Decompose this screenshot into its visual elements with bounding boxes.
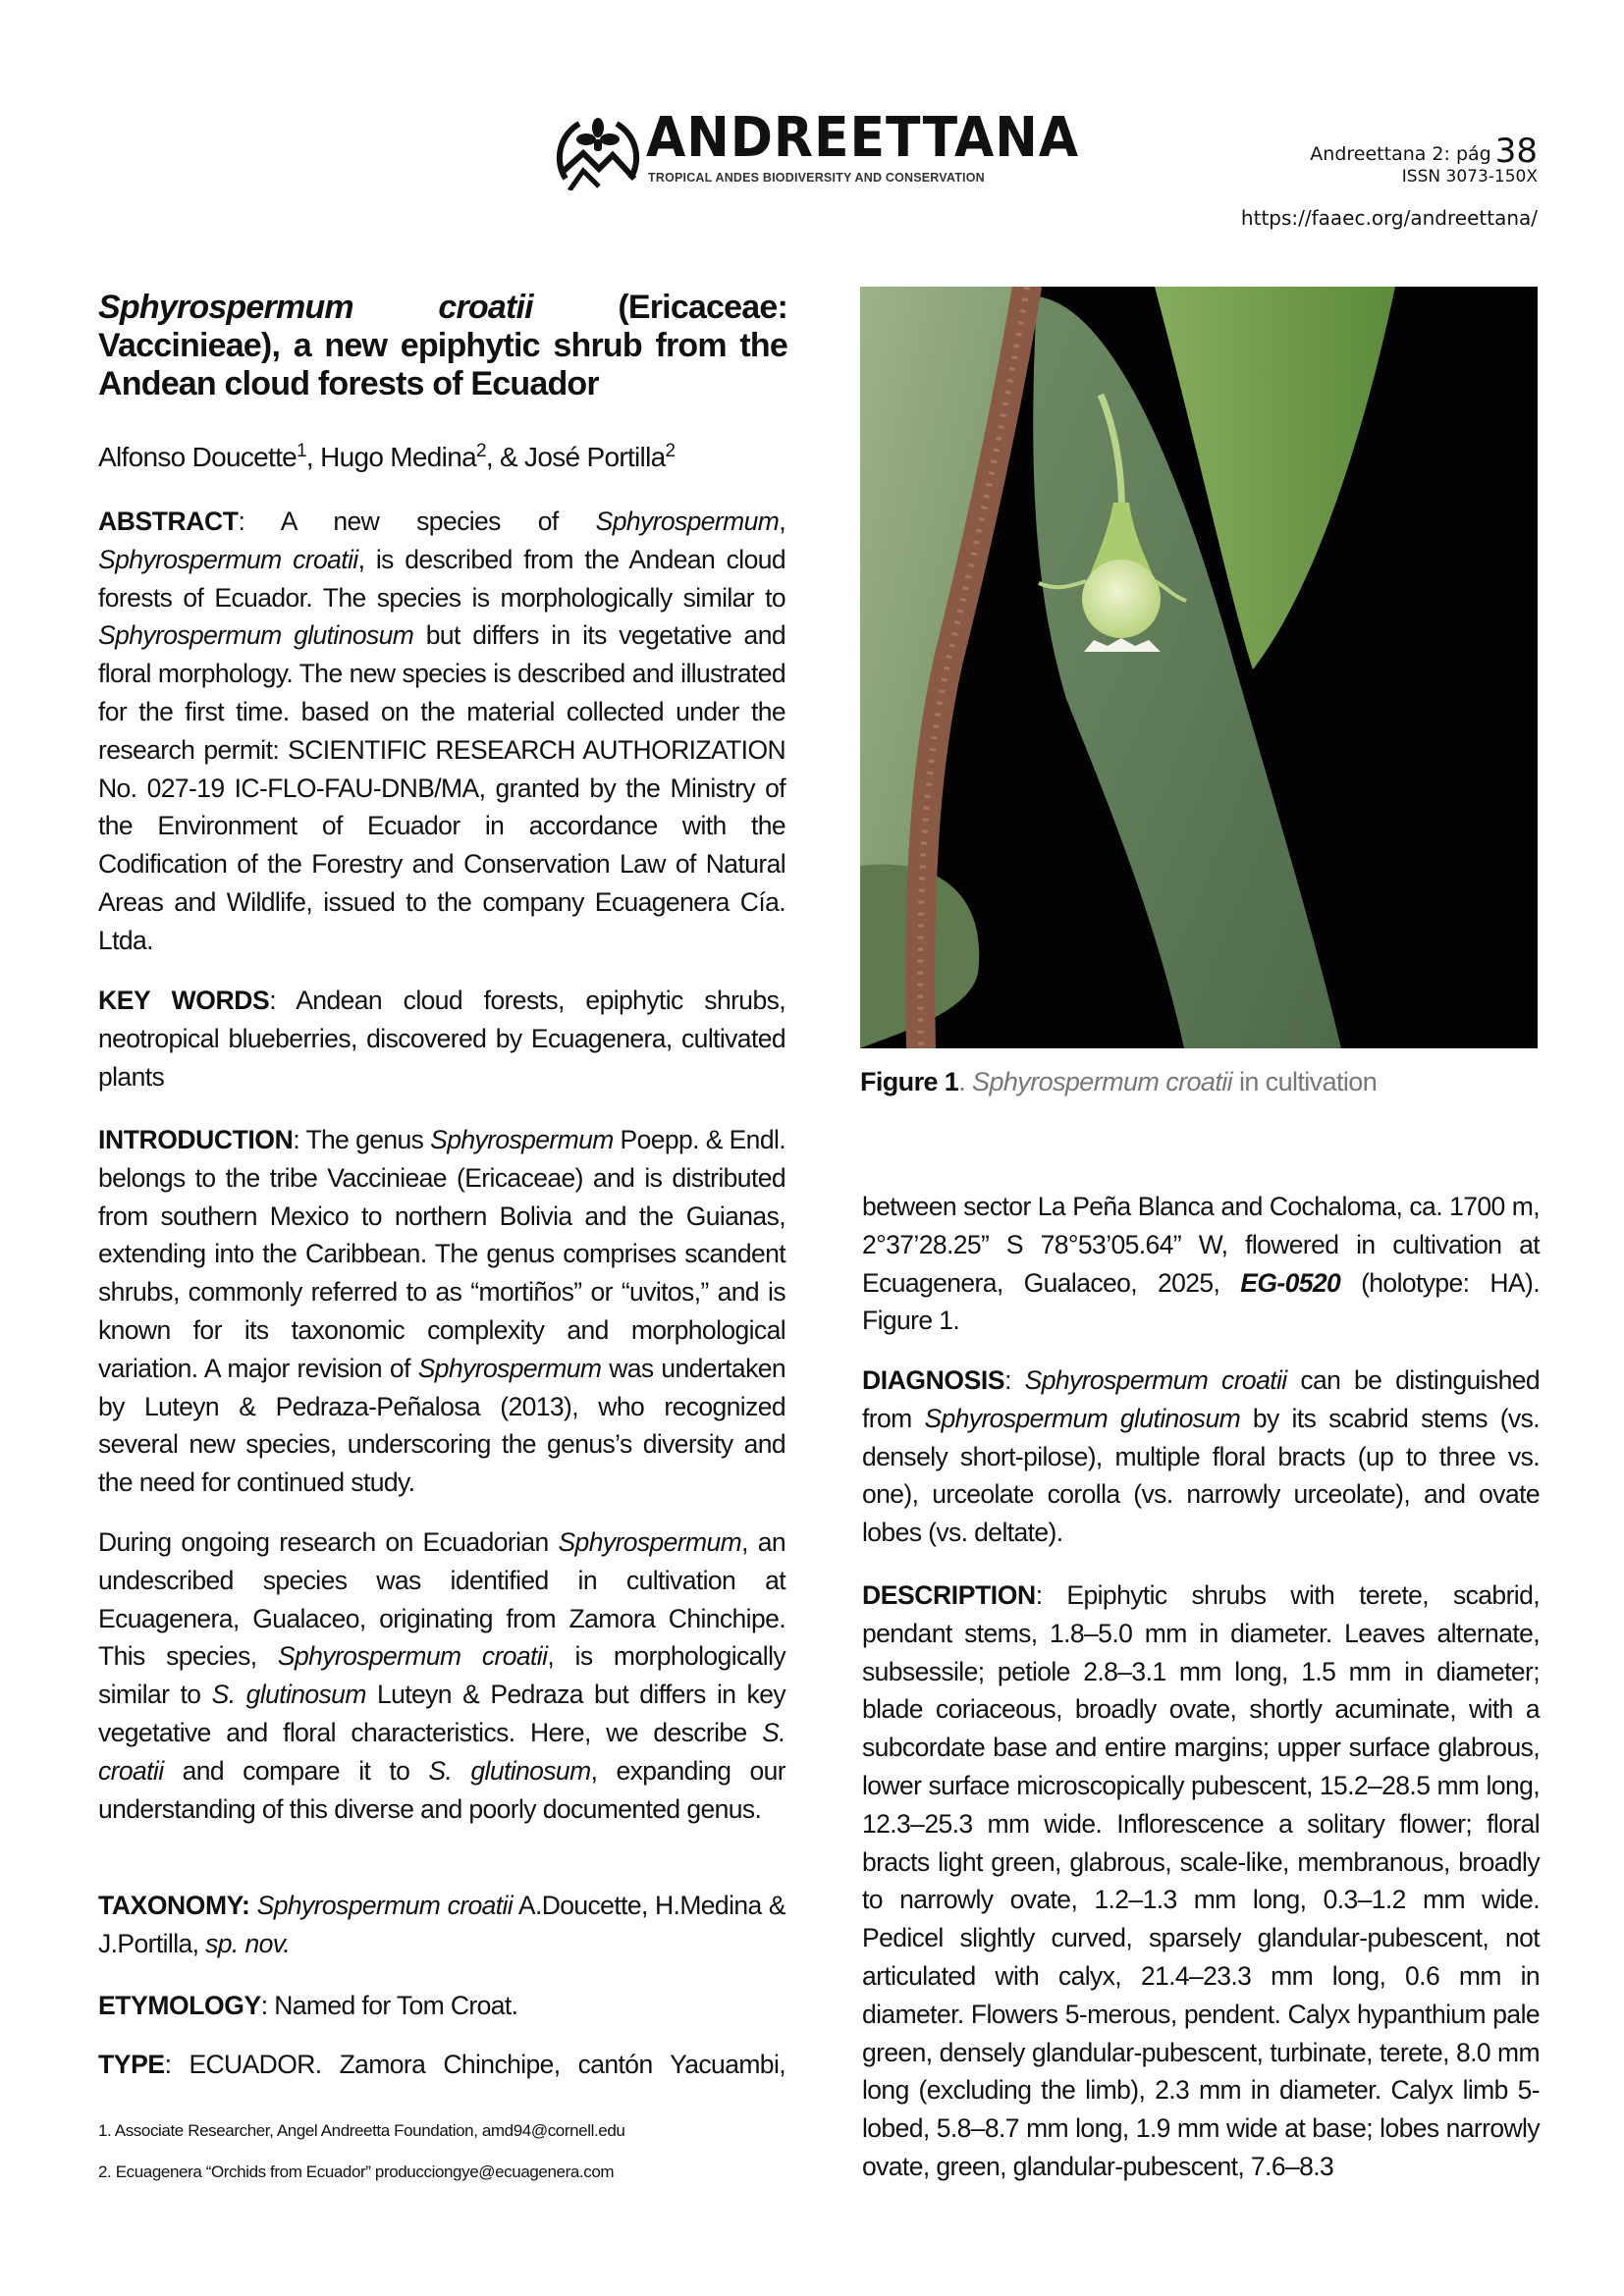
abstract-italic: Sphyrospermum croatii xyxy=(98,544,358,574)
plant-photo-illustration xyxy=(860,287,1538,1048)
intro-text: : The genus xyxy=(293,1125,431,1154)
research-italic: S. glutinosum xyxy=(428,1755,591,1786)
abstract-section xyxy=(98,503,785,960)
keywords-text: : Andean cloud forests, epiphytic shrubs, neotropical blueberries, discovered by Ecuagenera, cultivated plants xyxy=(98,986,785,1092)
taxonomy-italic: Sphyrospermum croatii xyxy=(249,1891,514,1920)
figure-photo xyxy=(860,287,1538,1048)
etymology-label: ETYMOLOGY xyxy=(98,1991,261,2020)
taxonomy-section xyxy=(98,1887,785,1963)
diagnosis-text: can be distinguished from xyxy=(862,1365,1540,1433)
article-title xyxy=(98,289,787,403)
research-text: , an undescribed species was identified in cultivation at Ecuagenera, Gualaceo, originating from Zamora Chinchipe. This species, xyxy=(98,1527,785,1672)
research-text: During ongoing research on Ecuadorian xyxy=(98,1527,559,1557)
taxonomy-text: A.Doucette, H.Medina & J.Portilla, xyxy=(98,1891,785,1958)
research-italic: S. glutinosum xyxy=(211,1680,366,1710)
etymology-section xyxy=(98,1987,785,2025)
page-number: 38 xyxy=(1494,132,1538,171)
intro-italic: Sphyrospermum xyxy=(417,1353,602,1383)
intro-text: was undertaken by Luteyn & Pedraza-Peñalosa (2013), who recognized several new species, underscoring the genus’s diversity and the need for continued study. xyxy=(98,1353,785,1498)
description-text: : Epiphytic shrubs with terete, scabrid, pendant stems, 1.8–5.0 mm in diameter. Leaves alternate, subsessile; petiole 2.8–3.1 mm long, 1.5 mm in diameter; blade coriaceous, broadly ovate, shortly acuminate, with a subcordate base and entire margins; upper surface glabrous, lower surface microscopically pubescent, 15.2–28.5 mm long, 12.3–25.3 mm wide. Inflorescence a solitary flower; floral bracts light green, glabrous, scale-like, membranous, broadly to narrowly ovate, 1.2–1.3 mm long, 0.3–1.2 mm wide. Pedicel slightly curved, sparsely glandular-pubescent, not articulated with calyx, 21.4–23.3 mm long, 0.6 mm in diameter. Flowers 5-merous, pendent. Calyx hypanthium pale green, densely glandular-pubescent, turbinate, terete, 8.0 mm long (excluding the limb), 2.3 mm in diameter. Calyx limb 5-lobed, 5.8–8.7 mm long, 1.9 mm wide at base; lobes narrowly ovate, green, glandular-pubescent, 7.6–8.3 xyxy=(862,1580,1540,2181)
keywords-section xyxy=(98,982,785,1095)
caption-separator: . xyxy=(958,1067,973,1096)
author-name: José Portilla xyxy=(524,442,666,472)
journal-name: ANDREETTANA xyxy=(646,106,1080,170)
footnotes xyxy=(98,2110,624,2193)
intro-text: Poepp. & Endl. belongs to the tribe Vaccinieae (Ericaceae) and is distributed from southern Mexico to northern Bolivia and the Guianas, extending into the Caribbean. The genus comprises scandent shrubs, commonly referred to as “mortiños” or “uvitos,” and is known for its taxonomic complexity and morphological variation. A major revision of xyxy=(98,1125,786,1383)
diagnosis-label: DIAGNOSIS xyxy=(862,1365,1005,1395)
taxonomy-italic: sp. nov. xyxy=(205,1928,291,1958)
abstract-text: , xyxy=(779,507,785,536)
journal-tagline: TROPICAL ANDES BIODIVERSITY AND CONSERVATION xyxy=(648,171,985,185)
author-affiliation: 1 xyxy=(297,441,306,461)
diagnosis-text: by its scabrid stems (vs. densely short-pilose), multiple floral bracts (up to three vs. one), urceolate corolla (vs. narrowly urceolate), and ovate lobes (vs. deltate). xyxy=(862,1403,1540,1548)
description-section xyxy=(862,1576,1540,2186)
type-text: : ECUADOR. Zamora Chinchipe, cantón Yacuambi, xyxy=(164,2050,785,2079)
type-continued xyxy=(862,1188,1540,1340)
research-italic: S. croatii xyxy=(98,1717,785,1786)
title-rest: (Ericaceae: Vaccinieae), a new epiphytic shrub from the Andean cloud forests of Ecuador xyxy=(98,289,787,402)
abstract-text: , is described from the Andean cloud forests of Ecuador. The species is morphologically similar to xyxy=(98,544,785,613)
etymology-text: : Named for Tom Croat. xyxy=(260,1991,518,2020)
research-italic: Sphyrospermum croatii xyxy=(277,1641,548,1672)
journal-logo xyxy=(556,106,1080,192)
author-name: Hugo Medina xyxy=(320,442,476,472)
author-affiliation: 2 xyxy=(475,441,486,461)
diagnosis-section xyxy=(862,1362,1540,1552)
type-section xyxy=(98,2046,785,2084)
research-paragraph xyxy=(98,1523,785,1828)
research-text: , expanding our understanding of this diverse and poorly documented genus. xyxy=(98,1755,785,1824)
journal-meta xyxy=(1241,132,1538,230)
research-italic: Sphyrospermum xyxy=(558,1527,742,1557)
issn: ISSN 3073-150X xyxy=(1401,167,1538,187)
diagnosis-text: : xyxy=(1004,1365,1025,1395)
title-species: Sphyrospermum croatii xyxy=(98,289,533,326)
abstract-text: but differs in its vegetative and floral morphology. The new species is described and illustrated for the first time. based on the material collected under the research permit: SCIENTIFIC RESEARCH AUTHORIZATION No. 027-19 IC-FLO-FAU-DNB/MA, granted by the Ministry of the Environment of Ecuador in accordance with the Codification of the Forestry and Conservation Law of Natural Areas and Wildlife, issued to the company Ecuagenera Cía. Ltda. xyxy=(98,620,785,955)
figure-label: Figure 1 xyxy=(860,1067,959,1096)
caption-text: in cultivation xyxy=(1232,1067,1378,1096)
type-text: between sector La Peña Blanca and Cochaloma, ca. 1700 m, 2°37’28.25” S 78°53’05.64” W, flowered in cultivation at Ecuagenera, Gualaceo, 2025, xyxy=(862,1192,1540,1298)
author-affiliation: 2 xyxy=(665,441,676,461)
figure-caption xyxy=(860,1067,1377,1097)
author-name: Alfonso Doucette xyxy=(98,442,298,472)
abstract-label: ABSTRACT xyxy=(98,507,239,536)
author-separator: , & xyxy=(485,442,525,472)
research-text: , is morphologically similar to xyxy=(98,1641,786,1710)
specimen-code: EG-0520 xyxy=(1240,1267,1341,1298)
author-separator: , xyxy=(305,442,321,472)
issue-label: Andreettana 2: pág xyxy=(1310,143,1491,165)
footnote: 2. Ecuagenera “Orchids from Ecuador” producciongye@ecuagenera.com xyxy=(98,2163,615,2181)
diagnosis-italic: Sphyrospermum croatii xyxy=(1024,1365,1287,1395)
abstract-italic: Sphyrospermum xyxy=(595,507,780,536)
issue-line xyxy=(1241,132,1538,171)
caption-species: Sphyrospermum croatii xyxy=(972,1067,1233,1096)
footnote: 1. Associate Researcher, Angel Andreetta Foundation, amd94@cornell.edu xyxy=(98,2121,625,2140)
research-text: Luteyn & Pedraza but differs in key vegetative and floral characteristics. Here, we describe xyxy=(98,1680,785,1747)
introduction-label: INTRODUCTION xyxy=(98,1125,294,1154)
diagnosis-italic: Sphyrospermum glutinosum xyxy=(924,1403,1241,1433)
type-label: TYPE xyxy=(98,2050,165,2079)
abstract-italic: Sphyrospermum glutinosum xyxy=(98,620,414,651)
abstract-text: : A new species of xyxy=(238,507,596,536)
journal-url[interactable]: https://faaec.org/andreettana/ xyxy=(1240,206,1538,230)
type-text: (holotype: HA). Figure 1. xyxy=(862,1267,1540,1336)
author-list xyxy=(98,441,675,473)
intro-italic: Sphyrospermum xyxy=(430,1125,614,1154)
research-text: and compare it to xyxy=(163,1755,429,1786)
taxonomy-label: TAXONOMY: xyxy=(98,1891,250,1920)
description-label: DESCRIPTION xyxy=(862,1580,1036,1610)
introduction-section xyxy=(98,1121,785,1502)
keywords-label: KEY WORDS xyxy=(98,986,270,1015)
flower-corolla xyxy=(1082,560,1161,638)
orchid-mountain-logo-icon xyxy=(556,110,640,190)
